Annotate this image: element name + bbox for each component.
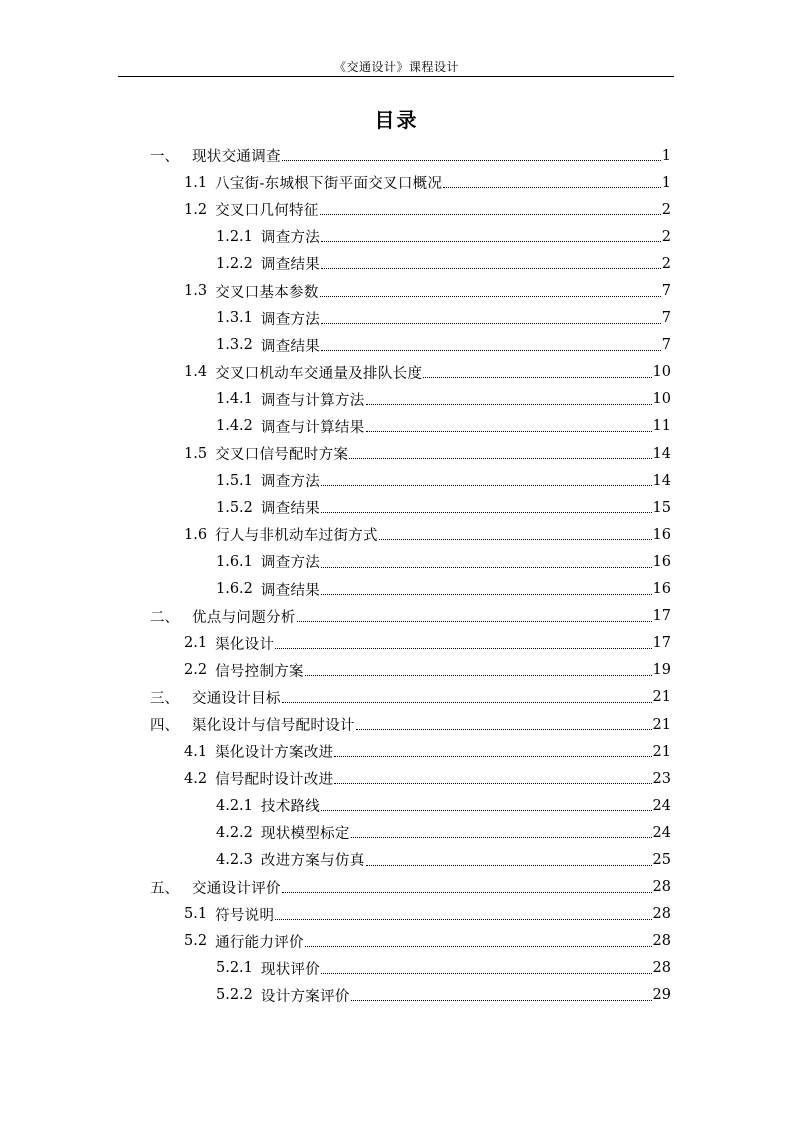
- toc-entry-page: 17: [652, 635, 671, 652]
- toc-entry[interactable]: [0, 413, 793, 440]
- toc-entry-label: 调查结果: [260, 501, 321, 518]
- toc-entry-number: 5.2.2: [216, 987, 253, 1004]
- toc-entry-number: 1.4.2: [216, 418, 253, 435]
- toc-entry-number: 1.1: [184, 174, 208, 191]
- toc-entry-page: 1: [661, 174, 671, 191]
- toc-entry-label: 调查结果: [260, 582, 321, 599]
- toc-entry-page: 11: [652, 418, 671, 435]
- toc-entry-number: 5.2.1: [216, 960, 253, 977]
- toc-entry[interactable]: [0, 196, 793, 223]
- toc-entry-number: 1.6: [184, 526, 208, 543]
- toc-dot-leader: [321, 512, 651, 513]
- toc-dot-leader: [351, 1000, 652, 1001]
- toc-entry-label: 设计方案评价: [260, 988, 350, 1005]
- toc-entry-number: 1.3.1: [216, 310, 253, 327]
- toc-entry-page: 23: [652, 770, 671, 787]
- toc-entry-label: 现状模型标定: [260, 826, 350, 843]
- toc-entry-number: 1.5.1: [216, 472, 253, 489]
- toc-dot-leader: [379, 539, 652, 540]
- toc-entry-number: 4.2.3: [216, 851, 253, 868]
- toc-entry-page: 15: [652, 499, 671, 516]
- toc-entry-number: 1.2: [184, 201, 208, 218]
- toc-entry-page: 17: [652, 608, 671, 625]
- toc-entry[interactable]: [0, 603, 793, 630]
- toc-entry-label: 渠化设计方案改进: [215, 745, 334, 762]
- toc-entry-label: 现状评价: [260, 961, 321, 978]
- toc-dot-leader: [321, 268, 661, 269]
- toc-entry-label: 交通设计评价: [192, 880, 281, 897]
- toc-dot-leader: [334, 783, 651, 784]
- toc-entry-page: 29: [652, 987, 671, 1004]
- toc-dot-leader: [349, 458, 651, 459]
- toc-dot-leader: [282, 892, 652, 893]
- toc-entry-label: 改进方案与仿真: [260, 853, 365, 870]
- toc-entry[interactable]: [0, 521, 793, 548]
- toc-entry-number: 三、: [150, 690, 179, 707]
- toc-dot-leader: [297, 621, 652, 622]
- toc-entry-number: 1.3.2: [216, 337, 253, 354]
- toc-entry-label: 行人与非机动车过街方式: [215, 528, 378, 545]
- toc-entry-label: 调查方法: [260, 474, 321, 491]
- toc-entry-page: 2: [661, 201, 671, 218]
- toc-entry[interactable]: [0, 901, 793, 928]
- toc-dot-leader: [321, 810, 651, 811]
- toc-entry-page: 21: [652, 716, 671, 733]
- toc-entry-page: 21: [652, 743, 671, 760]
- toc-dot-leader: [321, 594, 651, 595]
- toc-entry-number: 2.2: [184, 662, 208, 679]
- toc-entry[interactable]: [0, 440, 793, 467]
- toc-dot-leader: [282, 702, 652, 703]
- running-header: 《交通设计》课程设计: [333, 60, 459, 74]
- toc-dot-leader: [366, 404, 652, 405]
- toc-entry-page: 10: [652, 391, 671, 408]
- toc-entry-label: 调查结果: [260, 338, 321, 355]
- toc-entry-page: 24: [652, 797, 671, 814]
- toc-entry[interactable]: [0, 874, 793, 901]
- toc-dot-leader: [334, 756, 651, 757]
- toc-entry-number: 五、: [150, 880, 179, 897]
- toc-dot-leader: [321, 323, 661, 324]
- toc-entry-page: 2: [661, 255, 671, 272]
- toc-dot-leader: [321, 973, 651, 974]
- toc-entry[interactable]: [0, 467, 793, 494]
- toc-dot-leader: [275, 919, 651, 920]
- toc-dot-leader: [423, 377, 651, 378]
- toc-dot-leader: [275, 648, 651, 649]
- toc-entry[interactable]: [0, 765, 793, 792]
- toc-entry-page: 7: [661, 283, 671, 300]
- toc-entry-page: 2: [661, 228, 671, 245]
- toc-entry-page: 16: [652, 526, 671, 543]
- toc-dot-leader: [320, 214, 661, 215]
- toc-entry[interactable]: [0, 846, 793, 873]
- toc-entry[interactable]: [0, 982, 793, 1009]
- toc-entry[interactable]: [0, 142, 793, 169]
- toc-entry-label: 技术路线: [260, 799, 321, 816]
- toc-entry-label: 交叉口几何特征: [215, 203, 319, 220]
- toc-entry-page: 21: [652, 689, 671, 706]
- toc-entry-label: 渠化设计与信号配时设计: [192, 718, 355, 735]
- table-of-contents: [0, 142, 793, 1009]
- toc-dot-leader: [320, 296, 661, 297]
- header-divider: [118, 76, 674, 77]
- toc-entry-page: 25: [652, 851, 671, 868]
- toc-entry[interactable]: [0, 955, 793, 982]
- toc-dot-leader: [321, 350, 661, 351]
- toc-dot-leader: [351, 837, 652, 838]
- toc-entry-label: 调查方法: [260, 230, 321, 247]
- toc-dot-leader: [321, 567, 651, 568]
- toc-entry-number: 4.2.1: [216, 797, 253, 814]
- toc-entry-page: 28: [652, 879, 671, 896]
- toc-dot-leader: [356, 729, 652, 730]
- toc-entry[interactable]: [0, 576, 793, 603]
- toc-dot-leader: [305, 946, 652, 947]
- toc-entry[interactable]: [0, 332, 793, 359]
- toc-entry-page: 1: [661, 147, 671, 164]
- toc-entry-page: 16: [652, 581, 671, 598]
- toc-entry-number: 1.3: [184, 283, 208, 300]
- toc-dot-leader: [321, 485, 651, 486]
- toc-entry[interactable]: [0, 819, 793, 846]
- toc-entry-label: 调查与计算结果: [260, 419, 365, 436]
- toc-entry-label: 符号说明: [215, 907, 275, 924]
- toc-dot-leader: [321, 241, 661, 242]
- toc-entry-number: 1.2.1: [216, 228, 253, 245]
- toc-entry[interactable]: [0, 548, 793, 575]
- toc-entry-label: 信号控制方案: [215, 663, 304, 680]
- toc-entry-label: 交叉口基本参数: [215, 284, 319, 301]
- toc-entry-page: 7: [661, 310, 671, 327]
- toc-dot-leader: [366, 431, 652, 432]
- toc-entry-number: 5.1: [184, 906, 208, 923]
- toc-entry-label: 信号配时设计改进: [215, 772, 334, 789]
- toc-entry-number: 2.1: [184, 635, 208, 652]
- toc-entry-page: 24: [652, 824, 671, 841]
- toc-entry-number: 二、: [150, 609, 179, 626]
- toc-entry[interactable]: [0, 250, 793, 277]
- toc-entry-number: 1.4: [184, 364, 208, 381]
- toc-dot-leader: [282, 160, 661, 161]
- toc-entry-number: 1.6.1: [216, 553, 253, 570]
- toc-entry-page: 19: [652, 662, 671, 679]
- toc-dot-leader: [366, 865, 652, 866]
- toc-entry-label: 调查方法: [260, 311, 321, 328]
- toc-entry-number: 4.2.2: [216, 824, 253, 841]
- toc-entry-page: 7: [661, 337, 671, 354]
- toc-title: 目录: [374, 108, 419, 132]
- toc-entry-label: 调查方法: [260, 555, 321, 572]
- toc-entry-label: 优点与问题分析: [192, 609, 296, 626]
- toc-entry-label: 八宝街-东城根下街平面交叉口概况: [215, 176, 443, 193]
- toc-entry[interactable]: [0, 711, 793, 738]
- toc-entry-page: 14: [652, 472, 671, 489]
- toc-entry-label: 交通设计目标: [192, 690, 281, 707]
- toc-entry-number: 4.2: [184, 770, 208, 787]
- toc-entry-page: 10: [652, 364, 671, 381]
- toc-entry[interactable]: [0, 657, 793, 684]
- toc-entry-label: 渠化设计: [215, 636, 275, 653]
- toc-entry[interactable]: [0, 359, 793, 386]
- toc-entry[interactable]: [0, 928, 793, 955]
- toc-entry-label: 调查与计算方法: [260, 392, 365, 409]
- toc-entry[interactable]: [0, 277, 793, 304]
- toc-dot-leader: [443, 187, 661, 188]
- toc-entry-number: 1.5: [184, 445, 208, 462]
- toc-entry[interactable]: [0, 684, 793, 711]
- toc-entry[interactable]: [0, 223, 793, 250]
- toc-entry-number: 1.6.2: [216, 581, 253, 598]
- toc-entry[interactable]: [0, 494, 793, 521]
- toc-entry[interactable]: [0, 630, 793, 657]
- toc-entry-number: 四、: [150, 718, 179, 735]
- toc-entry-number: 1.5.2: [216, 499, 253, 516]
- toc-entry-number: 1.2.2: [216, 255, 253, 272]
- toc-entry-label: 交叉口信号配时方案: [215, 447, 349, 464]
- toc-entry[interactable]: [0, 738, 793, 765]
- toc-entry-number: 一、: [150, 149, 179, 166]
- toc-entry-page: 28: [652, 933, 671, 950]
- toc-entry-label: 交叉口机动车交通量及排队长度: [215, 365, 423, 382]
- toc-entry[interactable]: [0, 792, 793, 819]
- toc-entry-number: 5.2: [184, 933, 208, 950]
- toc-entry-number: 4.1: [184, 743, 208, 760]
- toc-entry-page: 16: [652, 553, 671, 570]
- toc-entry-number: 1.4.1: [216, 391, 253, 408]
- toc-entry-page: 14: [652, 445, 671, 462]
- toc-entry-page: 28: [652, 906, 671, 923]
- toc-entry-label: 通行能力评价: [215, 934, 304, 951]
- toc-dot-leader: [305, 675, 652, 676]
- toc-entry-label: 调查结果: [260, 257, 321, 274]
- toc-entry[interactable]: [0, 169, 793, 196]
- toc-entry-label: 现状交通调查: [192, 149, 281, 166]
- toc-entry[interactable]: [0, 386, 793, 413]
- toc-entry[interactable]: [0, 305, 793, 332]
- toc-entry-page: 28: [652, 960, 671, 977]
